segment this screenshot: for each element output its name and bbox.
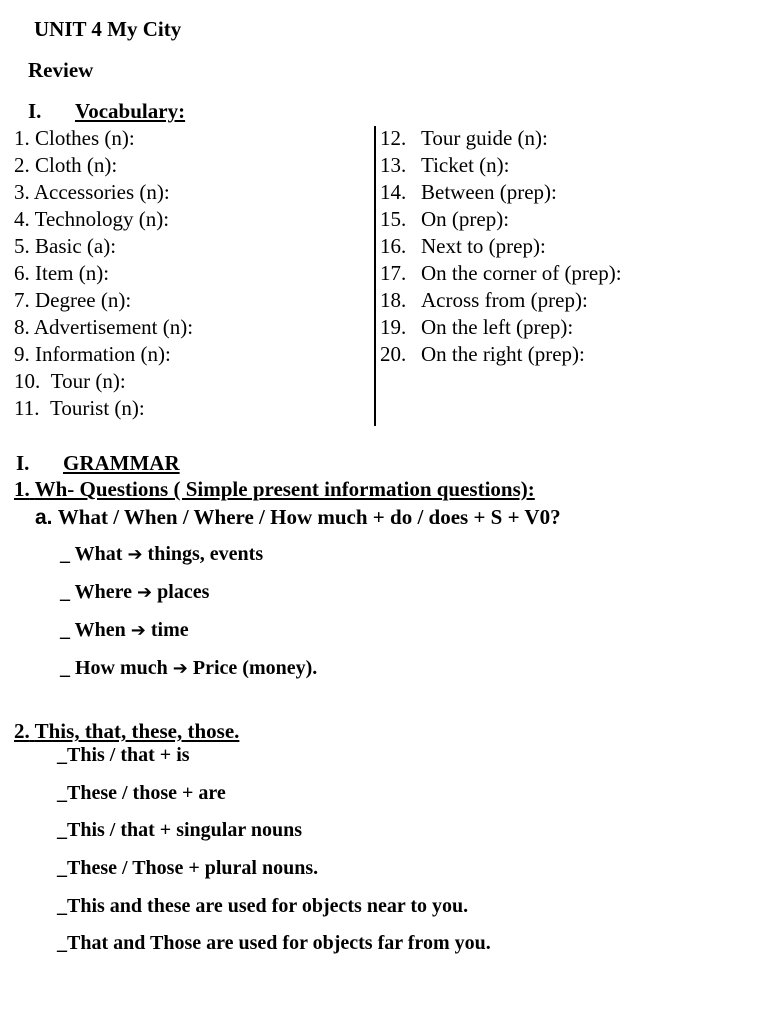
list-item <box>380 126 548 151</box>
wh-meaning: time <box>150 619 189 641</box>
list-item <box>14 153 117 178</box>
grammar-heading: GRAMMAR <box>63 451 180 475</box>
item-number: 19. <box>380 315 407 339</box>
item-text: Cloth (n): <box>35 153 118 177</box>
item-number: 15. <box>380 207 407 231</box>
arrow-icon: ➔ <box>130 620 146 641</box>
list-item <box>57 744 190 767</box>
item-text: Between (prep): <box>421 180 557 204</box>
list-item <box>14 261 109 286</box>
list-item <box>60 657 317 680</box>
item-text: On (prep): <box>421 207 510 231</box>
list-item <box>57 857 318 880</box>
item-text: Accessories (n): <box>33 180 170 204</box>
item-text: Advertisement (n): <box>33 315 194 339</box>
item-text: Basic (a): <box>35 234 117 258</box>
item-number: 4. <box>14 207 30 231</box>
item-number: 8. <box>14 315 30 339</box>
dash: _ <box>57 895 67 917</box>
item-text: On the left (prep): <box>421 315 574 339</box>
list-item <box>60 619 189 642</box>
item-number: 10. <box>14 369 41 393</box>
list-item <box>57 782 226 805</box>
grammar-section-number: I. <box>16 451 30 475</box>
item-number: 6. <box>14 261 30 285</box>
part1-heading-text: Wh- Questions ( Simple present information questions): <box>34 477 535 501</box>
wh-word: What <box>74 543 123 565</box>
wh-word: How much <box>75 657 168 679</box>
rule-text: This and these are used for objects near to you. <box>67 895 469 917</box>
list-item <box>380 342 585 367</box>
item-text: Tour (n): <box>50 369 126 393</box>
item-text: Tour guide (n): <box>421 126 548 150</box>
list-item <box>14 288 131 313</box>
vocabulary-heading: Vocabulary: <box>75 99 186 123</box>
list-item <box>14 126 135 151</box>
part2-heading <box>14 719 239 744</box>
dash: _ <box>60 619 70 641</box>
list-item <box>57 895 468 918</box>
sub-letter: a. <box>35 506 53 529</box>
item-text: Next to (prep): <box>421 234 546 258</box>
item-number: 12. <box>380 126 407 150</box>
item-number: 7. <box>14 288 30 312</box>
rule-text: This / that + is <box>67 744 190 766</box>
dash: _ <box>57 932 67 954</box>
document-title: UNIT 4 My City <box>34 17 182 41</box>
list-item <box>14 207 169 232</box>
list-item <box>14 234 116 259</box>
rule-text: This / that + singular nouns <box>67 819 303 841</box>
item-text: On the corner of (prep): <box>421 261 622 285</box>
item-number: 17. <box>380 261 407 285</box>
item-text: On the right (prep): <box>421 342 585 366</box>
list-item <box>57 932 491 955</box>
list-item <box>380 153 509 178</box>
list-item <box>380 234 546 259</box>
item-number: 3. <box>14 180 30 204</box>
list-item <box>380 207 509 232</box>
wh-word: Where <box>74 581 133 603</box>
item-text: Degree (n): <box>35 288 132 312</box>
item-number: 11. <box>14 396 40 420</box>
list-item <box>380 315 573 340</box>
list-item <box>14 396 145 421</box>
part2-number: 2. <box>14 719 30 743</box>
part1-number: 1. <box>14 477 30 501</box>
dash: _ <box>57 744 67 766</box>
list-item <box>380 180 557 205</box>
list-item <box>14 369 126 394</box>
list-item <box>60 581 209 604</box>
item-number: 2. <box>14 153 30 177</box>
item-text: Ticket (n): <box>421 153 510 177</box>
wh-meaning: places <box>157 581 210 603</box>
vocabulary-section-number: I. <box>28 99 42 123</box>
item-text: Tourist (n): <box>49 396 145 420</box>
item-number: 1. <box>14 126 30 150</box>
item-number: 20. <box>380 342 407 366</box>
item-text: Across from (prep): <box>421 288 588 312</box>
arrow-icon: ➔ <box>127 544 143 565</box>
formula-text: What / When / Where / How much + do / does + S + V0? <box>57 505 561 529</box>
item-number: 9. <box>14 342 30 366</box>
part1-heading <box>14 477 535 502</box>
rule-text: These / those + are <box>67 782 226 804</box>
column-divider <box>374 126 376 426</box>
dash: _ <box>60 657 70 679</box>
dash: _ <box>60 543 70 565</box>
wh-question-formula <box>35 505 561 530</box>
wh-word: When <box>74 619 126 641</box>
list-item <box>380 261 622 286</box>
list-item <box>14 315 193 340</box>
item-number: 14. <box>380 180 407 204</box>
item-text: Item (n): <box>35 261 110 285</box>
item-number: 18. <box>380 288 407 312</box>
list-item <box>14 180 170 205</box>
item-text: Technology (n): <box>34 207 170 231</box>
list-item <box>14 342 171 367</box>
wh-meaning: Price (money). <box>192 657 318 679</box>
dash: _ <box>57 857 67 879</box>
item-number: 13. <box>380 153 407 177</box>
list-item <box>57 819 302 842</box>
item-number: 16. <box>380 234 407 258</box>
item-text: Clothes (n): <box>35 126 135 150</box>
wh-meaning: things, events <box>147 543 264 565</box>
rule-text: That and Those are used for objects far from you. <box>67 932 491 954</box>
dash: _ <box>60 581 70 603</box>
item-text: Information (n): <box>35 342 171 366</box>
document-subtitle: Review <box>28 58 94 82</box>
item-number: 5. <box>14 234 30 258</box>
list-item <box>380 288 588 313</box>
part2-heading-text: This, that, these, those. <box>34 719 240 743</box>
arrow-icon: ➔ <box>172 658 188 679</box>
list-item <box>60 543 263 566</box>
dash: _ <box>57 819 67 841</box>
rule-text: These / Those + plural nouns. <box>67 857 319 879</box>
dash: _ <box>57 782 67 804</box>
arrow-icon: ➔ <box>137 582 153 603</box>
